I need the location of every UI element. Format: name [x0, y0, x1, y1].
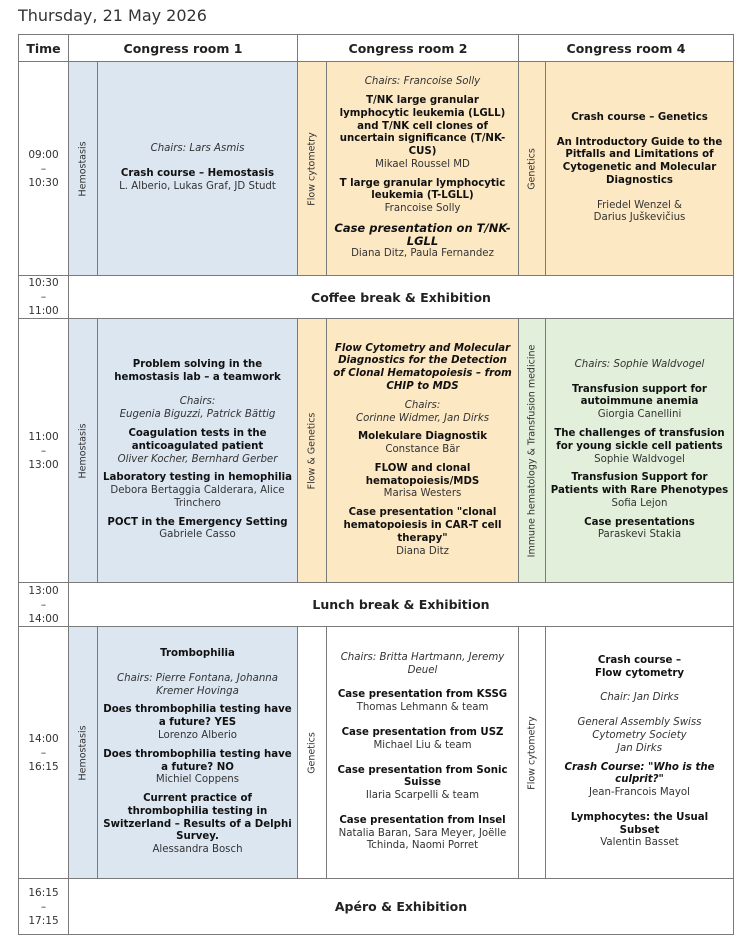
talk-title: Case presentation from Insel — [339, 814, 506, 826]
talk-title: T/NK large granular lymphocytic leukemia (LGLL) and T/NK cell clones of uncertain significance (T/NK-CUS) — [339, 94, 506, 158]
talk-title: Current practice of thrombophilia testing in Switzerland – Results of a Delphi Survey. — [103, 793, 292, 843]
speakers: Michael Liu & team — [373, 739, 472, 751]
time-start: 11:00 — [28, 430, 59, 443]
session-cell — [327, 627, 519, 879]
speakers: Natalia Baran, Sara Meyer, Joëlle Tchinda, Naomi Porret — [338, 827, 507, 852]
talk-title: Crash Course: "Who is the culprit?" — [564, 761, 715, 786]
talk-title: Transfusion Support for Patients with Rare Phenotypes — [550, 472, 729, 497]
break-label: Lunch break & Exhibition — [69, 583, 734, 627]
session-cell — [546, 62, 734, 276]
header-row — [19, 35, 734, 62]
session-cell — [98, 62, 298, 276]
talk-title: Coagulation tests in the anticoagulated patient — [128, 427, 267, 452]
talk-title: Transfusion support for autoimmune anemia — [572, 383, 707, 408]
time-dash: – — [40, 444, 47, 457]
session-row-3 — [19, 627, 734, 879]
speakers: Sophie Waldvogel — [594, 453, 685, 465]
session-time — [19, 319, 69, 583]
speakers: Paraskevi Stakia — [597, 529, 682, 541]
speakers: Ilaria Scarpelli & team — [365, 790, 480, 802]
chairs: Chairs: — [179, 396, 216, 408]
session-cell — [98, 627, 298, 879]
talk-title: Molekulare Diagnostik — [358, 431, 487, 443]
speakers: Diana Ditz — [396, 545, 449, 557]
time-end: 17:15 — [28, 914, 59, 927]
talk-title: Case presentation from Sonic Suisse — [337, 764, 508, 789]
chairs: Chairs: Francoise Solly — [364, 76, 481, 88]
time-start: 10:30 — [28, 277, 59, 289]
chairs: Chairs: — [404, 399, 441, 411]
break-row — [19, 879, 734, 935]
track-label-text: Hemostasis — [77, 140, 89, 197]
speakers: Valentin Basset — [600, 837, 679, 849]
chairs: Chairs: Britta Hartmann, Jeremy Deuel — [340, 651, 505, 676]
talk-title: Flow Cytometry and Molecular Diagnostics for the Detection of Clonal Hematopoiesis – from CHIP to MDS — [333, 342, 512, 392]
time-end: 14:00 — [28, 612, 59, 625]
time-dash: – — [40, 746, 47, 759]
chairs-names: Eugenia Biguzzi, Patrick Bättig — [119, 409, 276, 421]
talk-title: Trombophilia — [160, 647, 235, 659]
time-dash: – — [40, 162, 47, 175]
time-dash: – — [40, 291, 47, 303]
talk-title: Crash course – — [597, 654, 682, 666]
speakers: Marisa Westers — [383, 488, 462, 500]
time-start: 16:15 — [28, 886, 59, 899]
talk-title: Problem solving in the hemostasis lab – a teamwork — [114, 358, 281, 383]
time-end: 10:30 — [28, 176, 59, 189]
speakers: Constance Bär — [385, 444, 460, 456]
speakers: Michiel Coppens — [155, 774, 240, 786]
chairs-names: Corinne Widmer, Jan Dirks — [355, 412, 490, 424]
talk-title: The challenges of transfusion for young sickle cell patients — [554, 427, 725, 452]
session-time — [19, 62, 69, 276]
speakers: Francoise Solly — [384, 203, 461, 215]
session-row-2 — [19, 319, 734, 583]
talk-title: Crash course – Genetics — [571, 111, 708, 123]
chairs: Chair: Jan Dirks — [600, 692, 679, 704]
chairs: Chairs: Lars Asmis — [150, 143, 245, 155]
talk-title: Does thrombophilia testing have a future? YES — [103, 704, 292, 729]
speakers: Thomas Lehmann & team — [356, 702, 489, 714]
session-cell — [546, 319, 734, 583]
track-label — [69, 627, 98, 879]
talk-title: Case presentation from USZ — [341, 726, 504, 738]
talk-title: Lymphocytes: the Usual Subset — [570, 811, 709, 836]
track-label — [298, 319, 327, 583]
track-label — [69, 62, 98, 276]
speakers: Darius Juškevičius — [593, 212, 686, 224]
break-label: Apéro & Exhibition — [69, 879, 734, 935]
talk-title: FLOW and clonal hematopoiesis/MDS — [365, 462, 480, 487]
break-time — [19, 879, 69, 935]
talk-title: Laboratory testing in hemophilia — [103, 472, 292, 484]
speakers: Oliver Kocher, Bernhard Gerber — [117, 453, 278, 465]
time-end: 11:00 — [28, 305, 59, 317]
talk-title: Case presentation from KSSG — [337, 689, 508, 701]
talk-title: Case presentation "clonal hematopoiesis in CAR-T cell therapy" — [343, 507, 502, 544]
page-date: Thursday, 21 May 2026 — [18, 6, 207, 25]
break-time — [19, 276, 69, 319]
break-row — [19, 276, 734, 319]
time-end: 13:00 — [28, 458, 59, 471]
track-label — [519, 62, 546, 276]
chairs: Chairs: Sophie Waldvogel — [574, 358, 705, 370]
speakers: Jean-Francois Mayol — [589, 787, 690, 799]
chairs: Chairs: Pierre Fontana, Johanna Kremer Hovinga — [117, 672, 278, 697]
break-label: Coffee break & Exhibition — [69, 276, 734, 319]
track-label-text: Hemostasis — [77, 724, 89, 781]
talk-title: Does thrombophilia testing have a future? NO — [103, 748, 292, 773]
time-start: 14:00 — [28, 732, 59, 745]
time-dash: – — [40, 900, 47, 913]
session-cell — [546, 627, 734, 879]
time-start: 13:00 — [28, 584, 59, 597]
talk-title: Crash course – Hemostasis — [120, 168, 275, 180]
track-label — [519, 319, 546, 583]
session-cell — [98, 319, 298, 583]
track-label-text: Flow cytometry — [306, 131, 318, 206]
talk-title: Case presentations — [584, 516, 695, 528]
track-label-text: Flow cytometry — [526, 715, 538, 790]
speakers: Mikael Roussel MD — [375, 158, 470, 170]
talk-title: Flow cytometry — [594, 667, 685, 679]
track-label — [298, 627, 327, 879]
session-cell — [327, 319, 519, 583]
track-label — [519, 627, 546, 879]
schedule-table — [18, 34, 734, 935]
track-label-text: Genetics — [526, 147, 538, 190]
track-label-text: Hemostasis — [77, 422, 89, 479]
speakers: Debora Bertaggia Calderara, Alice Trinchero — [110, 485, 285, 509]
speakers: L. Alberio, Lukas Graf, JD Studt — [119, 180, 276, 192]
talk-subtitle: An Introductory Guide to the Pitfalls and Limitations of Cytogenetic and Molecular Diagnostics — [556, 136, 723, 186]
speakers: Lorenzo Alberio — [157, 729, 238, 741]
speakers: Giorgia Canellini — [597, 409, 682, 421]
speakers: Alessandra Bosch — [152, 844, 243, 856]
session-time — [19, 627, 69, 879]
header-room1: Congress room 1 — [69, 35, 298, 62]
speakers: Jan Dirks — [616, 742, 662, 754]
time-dash: – — [40, 598, 47, 611]
time-end: 16:15 — [28, 760, 59, 773]
assembly-title: General Assembly Swiss Cytometry Society — [577, 717, 702, 741]
track-label — [69, 319, 98, 583]
break-time — [19, 583, 69, 627]
header-room4: Congress room 4 — [519, 35, 734, 62]
header-time: Time — [19, 35, 69, 62]
track-label-text: Immune hematology & Transfusion medicine — [526, 344, 538, 557]
talk-title: Case presentation on T/NK-LGLL — [334, 221, 511, 249]
speakers: Friedel Wenzel & — [596, 199, 683, 211]
speakers: Diana Ditz, Paula Fernandez — [351, 248, 494, 260]
time-start: 09:00 — [28, 148, 59, 161]
session-row-1 — [19, 62, 734, 276]
talk-title: T large granular lymphocytic leukemia (T-LGLL) — [339, 177, 506, 202]
speakers: Sofia Lejon — [611, 497, 668, 509]
session-cell — [327, 62, 519, 276]
header-room2: Congress room 2 — [298, 35, 519, 62]
talk-title: POCT in the Emergency Setting — [107, 516, 288, 528]
track-label-text: Genetics — [306, 731, 318, 774]
track-label-text: Flow & Genetics — [306, 412, 318, 489]
break-row — [19, 583, 734, 627]
track-label — [298, 62, 327, 276]
speakers: Gabriele Casso — [159, 529, 236, 541]
